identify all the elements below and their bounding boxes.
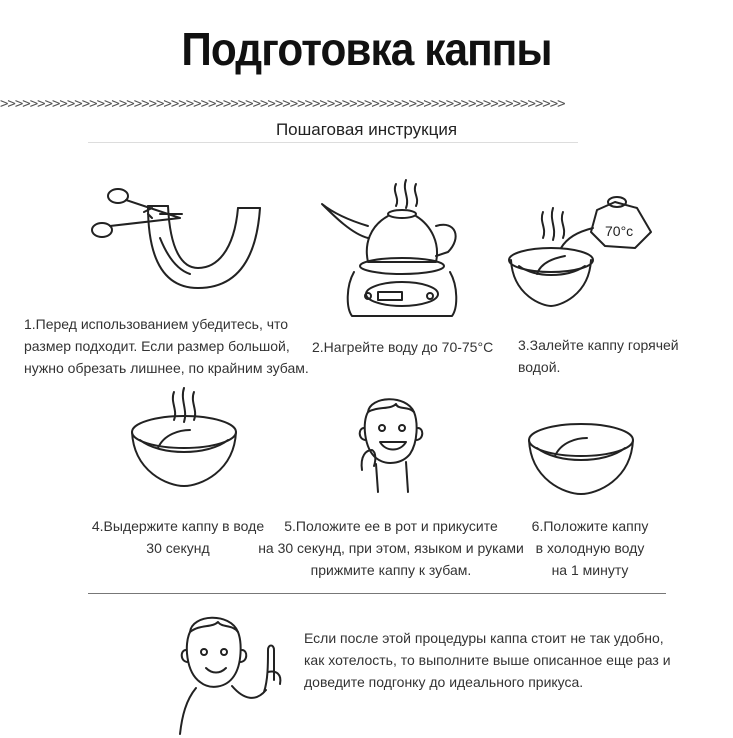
chevron-divider: >>>>>>>>>>>>>>>>>>>>>>>>>>>>>>>>>>>>>>>>>>>>>>>>>>>>>>>>>>>>>>>>>>>>>>>>>>>> [0,96,565,112]
step-caption-6: 6.Положите каппу в холодную воду на 1 минуту [531,518,649,578]
note-text: Если после этой процедуры каппа стоит не так удобно, как хотелость, то выполните выше описанное еще раз и доведите подгонку до идеального прикуса. [304,630,671,690]
kettle-heater-icon [318,176,468,326]
page-subtitle: Пошаговая инструкция [275,120,458,139]
boy-biting-icon [352,392,432,498]
divider [88,142,578,143]
page-title: Подготовка каппы [181,23,552,75]
bowl-hot-water-icon [128,388,240,500]
pour-water-bowl-icon [505,192,665,314]
scissors-mouthguard-icon [90,178,280,303]
step-caption-5: 5.Положите ее в рот и прикусите на 30 секунд, при этом, языком и руками прижмите каппу к зубам. [258,518,524,578]
step-caption-1: 1.Перед использованием убедитесь, что размер подходит. Если размер большой, нужно обрезать лишнее, по крайним зубам. [24,316,309,376]
step-caption-2: 2.Нагрейте воду до 70-75°С [312,339,494,355]
step-caption-4: 4.Выдержите каппу в воде 30 секунд [91,518,265,556]
step-caption-3: 3.Залейте каппу горячей водой. [518,337,679,375]
bowl-cold-water-icon [525,410,637,502]
divider [88,593,666,594]
temperature-label: 70°c [605,223,634,239]
boy-pointing-icon [176,610,286,736]
